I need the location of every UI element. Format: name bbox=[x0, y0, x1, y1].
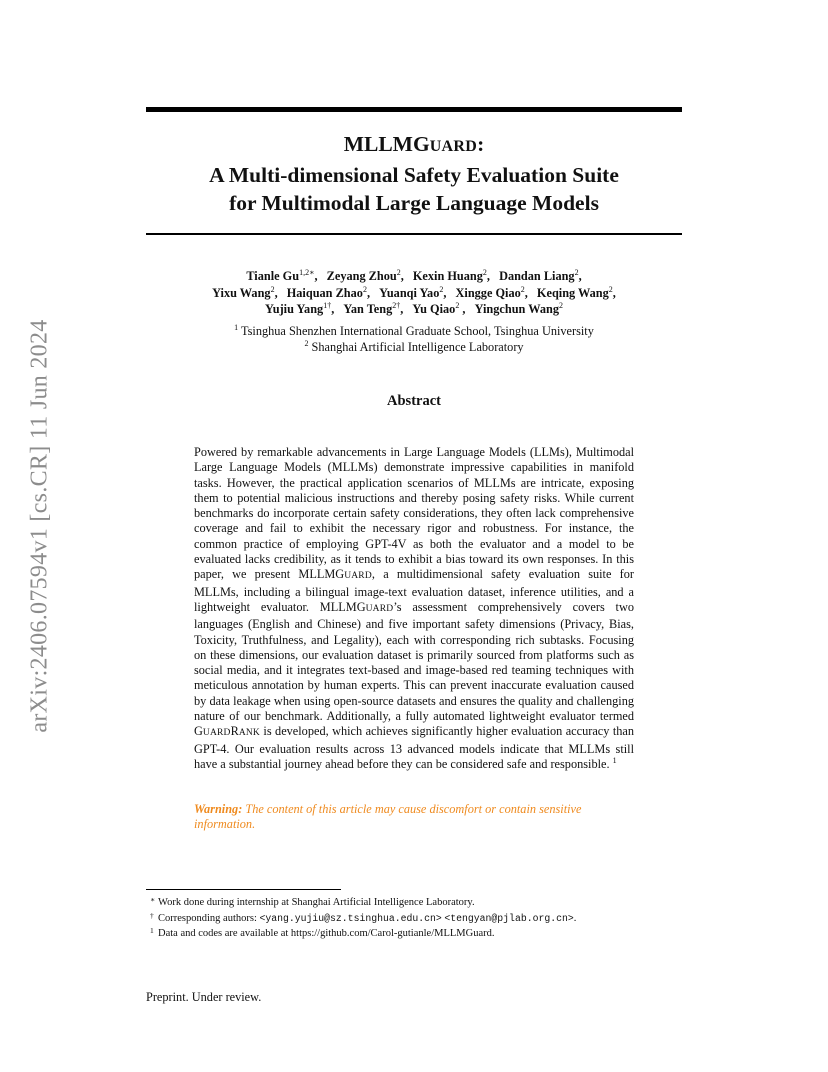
author: Haiquan Zhao$^2$, bbox=[286, 284, 371, 300]
author: Yan Teng$^{2\dagger}$, bbox=[343, 300, 404, 316]
author: Tianle $Gu^{1,2∗}$, bbox=[246, 267, 318, 283]
affiliation-2: $^2$ Shanghai Artificial Intelligence Laboratory bbox=[304, 338, 524, 354]
author-line-1 bbox=[146, 268, 682, 285]
arxiv-identifier: arXiv:2406.07594v1 [cs.CR] 11 Jun 2024 bbox=[26, 319, 53, 733]
footnote-1: ∗ Work done during internship at Shanghai Artificial Intelligence Laboratory. bbox=[150, 895, 475, 908]
warning-label: Warning: bbox=[194, 802, 243, 816]
title-bottom-rule bbox=[146, 233, 682, 235]
title-main: MLLMG bbox=[343, 132, 430, 156]
author-line-2 bbox=[146, 285, 682, 302]
author: Yixu Wang$^2$, bbox=[212, 284, 278, 300]
author: Dandan Liang$^2$, bbox=[499, 267, 582, 283]
email-link[interactable]: <tengyan@pjlab.org.cn> bbox=[444, 912, 574, 924]
footnote-rule bbox=[146, 889, 341, 890]
paper-title bbox=[146, 130, 682, 217]
content-warning bbox=[194, 802, 634, 833]
abstract-body: Powered by remarkable advancements in Large Language Models (LLMs), Multimodal Large Language Models (MLLMs) demonstrate impressive capabilities in manifold tasks. However, the practical application scenarios of MLLMs are intricate, exposing them to potential malicious instructions and thereby posing safety risks. While current benchmarks do incorporate certain safety considerations, they often lack comprehensive coverage and fail to exhibit the necessary rigor and robustness. For instance, the common practice of employing GPT-4V as both the evaluator and a model to be evaluated lacks credibility, as it tends to exhibit a bias toward its own responses. In this paper, we present MLLMGUARD, a multidimensional safety evaluation suite for MLLMs, including a bilingual image-text evaluation dataset, inference utilities, and a lightweight evaluator. MLLMGUARD’s assessment comprehensively covers two languages (English and Chinese) and five important safety dimensions (Privacy, Bias, Toxicity, Truthfulness, and Legality), each with corresponding rich subtasks. Focusing on these dimensions, our evaluation dataset is primarily sourced from platforms such as social media, and it integrates text-based and image-based red teaming techniques with meticulous annotation by human experts. This can prevent inaccurate evaluation caused by data leakage when using open-source datasets and ensures the quality and challenging nature of our benchmark. Additionally, a fully automated lightweight evaluator termed GUARDRANK is developed, which achieves significantly higher evaluation accuracy than GPT-4. Our evaluation results across 13 advanced models indicate that MLLMs still have a substantial journey ahead before they can be considered safe and responsible. $^1$ bbox=[194, 445, 635, 771]
author: Yujiu Yang$^{1\dagger}$, bbox=[264, 300, 335, 316]
abstract-heading: Abstract bbox=[387, 393, 441, 409]
author: Yuanqi Yao$^2$, bbox=[379, 284, 447, 300]
warning-text: The content of this article may cause discomfort or contain sensitive information. bbox=[194, 802, 582, 832]
title-line-3: for Multimodal Large Language Models bbox=[229, 191, 599, 215]
author: Yu Qiao$^2$ , bbox=[412, 300, 466, 316]
email-link[interactable]: <yang.yujiu@sz.tsinghua.edu.cn> bbox=[259, 912, 442, 924]
title-top-rule bbox=[146, 107, 682, 112]
footnotes bbox=[146, 895, 706, 942]
author: Xingge Qiao$^2$, bbox=[455, 284, 528, 300]
preprint-notice: Preprint. Under review. bbox=[146, 990, 262, 1004]
title-smallcaps: UARD bbox=[429, 138, 478, 155]
affiliations bbox=[146, 324, 682, 355]
title-line-2: A Multi-dimensional Safety Evaluation Suite bbox=[209, 163, 619, 187]
author: Keqing Wang$^2$, bbox=[536, 284, 616, 300]
footnote-3: 1 Data and codes are available at https://github.com/Carol-gutianle/MLLMGuard. bbox=[150, 926, 495, 939]
author: Kexin Huang$^2$, bbox=[412, 267, 490, 283]
author: Yingchun Wang$^2$ bbox=[474, 300, 563, 316]
footnote-2: † Corresponding authors: <yang.yujiu@sz.tsinghua.edu.cn> <tengyan@pjlab.org.cn>. bbox=[150, 910, 577, 924]
abstract-footnote-mark: 1 bbox=[612, 755, 617, 765]
author-list bbox=[146, 268, 682, 318]
affiliation-1: $^1$ Tsinghua Shenzhen International Graduate School, Tsinghua University bbox=[234, 322, 594, 338]
author-line-3 bbox=[146, 301, 682, 318]
title-line-1 bbox=[146, 130, 682, 161]
title-colon: : bbox=[477, 132, 485, 156]
author: Zeyang Zhou$^2$, bbox=[326, 267, 404, 283]
